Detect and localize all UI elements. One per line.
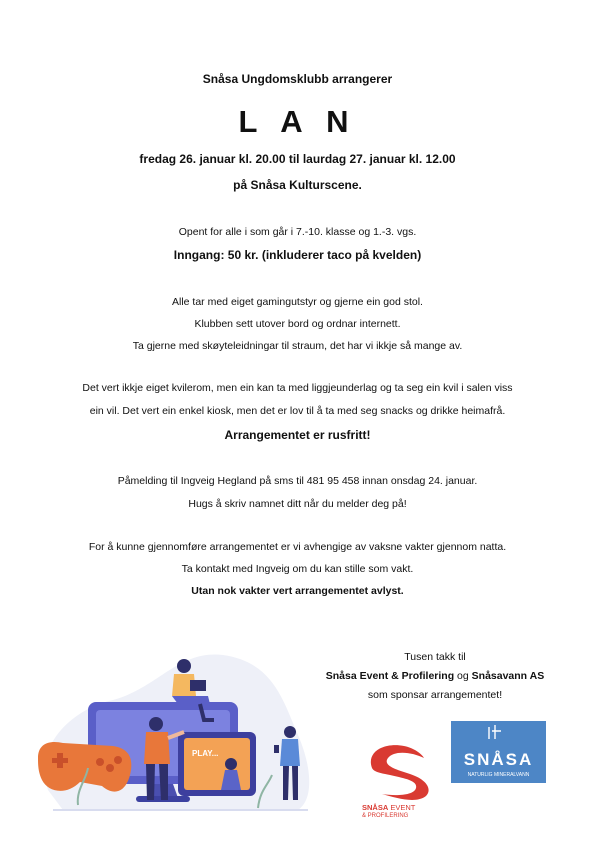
thanks-line: Tusen takk til [404, 651, 466, 663]
sleep-info-line: ein vil. Det vert ein enkel kiosk, men det er lov til å ta med seg snacks og drikke heimafrå. [89, 405, 506, 417]
entry-fee-text: Inngang: 50 kr. (inkluderer taco på kvelden) [173, 248, 422, 262]
water-logo-name: SNÅSA [463, 750, 534, 769]
snasa-event-logo [352, 738, 438, 818]
svg-text:SNÅSA EVENT [362, 803, 416, 812]
guards-line: For å kunne gjennomføre arrangementet er vi avhengige av vaksne vakter gjennom natta. [88, 541, 507, 553]
sponsor-thanks [320, 648, 550, 705]
signup-line: Hugs å skriv namnet ditt når du melder deg på! [188, 498, 407, 510]
water-logo-tagline: NATURLIG MINERALVANN [467, 772, 530, 778]
page-title: L A N [238, 104, 357, 139]
sleep-info-line: Det vert ikkje eiget kvilerom, men ein kan ta med liggjeunderlag og ta seg ein kvil i salen viss [82, 382, 513, 394]
alcohol-free-notice: Arrangementet er rusfritt! [224, 428, 371, 442]
event-venue: på Snåsa Kulturscene. [233, 178, 362, 192]
thanks-line: som sponsar arrangementet! [367, 689, 503, 701]
sponsor-line [320, 667, 550, 686]
guards-line: Ta kontakt med Ingveig om du kan stille som vakt. [181, 563, 414, 575]
snasavann-logo [451, 721, 546, 783]
organizer-line: Snåsa Ungdomsklubb arrangerer [202, 72, 393, 86]
event-logo-suffix: EVENT [388, 803, 416, 812]
audience-text: Opent for alle i som går i 7.-10. klasse og 1.-3. vgs. [178, 226, 417, 238]
cancellation-warning: Utan nok vakter vert arrangementet avlyst. [191, 585, 404, 597]
gaming-illustration [28, 640, 328, 825]
sponsor-conjunction: og [454, 670, 472, 682]
equipment-line: Klubben sett utover bord og ordnar internett. [194, 318, 401, 330]
signup-line: Påmelding til Ingveig Hegland på sms til 481 95 458 innan onsdag 24. januar. [117, 475, 478, 487]
event-logo-name: SNÅSA [362, 803, 389, 812]
equipment-line: Alle tar med eiget gamingutstyr og gjerne ein god stol. [172, 296, 423, 308]
equipment-line: Ta gjerne med skøyteleidningar til straum, det har vi ikkje så mange av. [132, 340, 463, 352]
sponsor-name: Snåsavann AS [471, 670, 545, 682]
screen-text: PLAY... [192, 749, 219, 758]
sponsor-name: Snåsa Event & Profilering [325, 670, 455, 682]
event-dates: fredag 26. januar kl. 20.00 til laurdag 27. januar kl. 12.00 [139, 152, 456, 166]
snasavann-mark [451, 721, 546, 783]
event-logo-subtitle: & PROFILERING [362, 813, 409, 818]
